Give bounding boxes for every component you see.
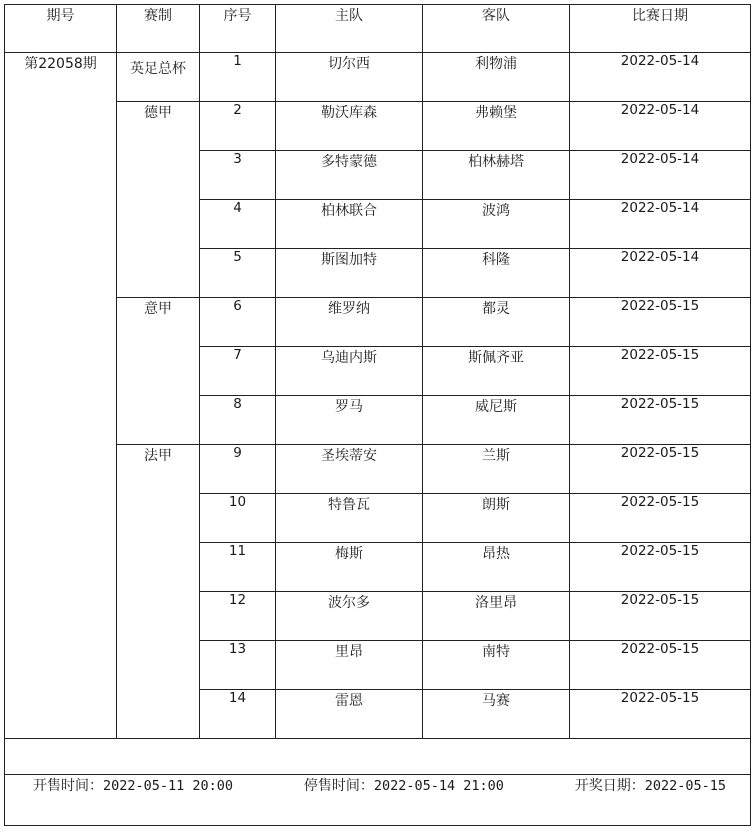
match-date-cell: 2022-05-15 [570,396,751,445]
sale-end-value: 2022-05-14 21:00 [373,778,504,794]
match-date-cell: 2022-05-15 [570,592,751,641]
seq-cell: 1 [200,53,276,102]
table-row [5,102,751,151]
match-date-cell: 2022-05-15 [570,347,751,396]
blank-cell [5,739,751,775]
league-cell: 意甲 [117,298,200,445]
seq-cell: 6 [200,298,276,347]
sale-start-value: 2022-05-11 20:00 [103,778,234,794]
home-team-cell: 罗马 [276,396,423,445]
home-team-cell: 乌迪内斯 [276,347,423,396]
away-team-cell: 马赛 [423,690,570,739]
match-date-cell: 2022-05-14 [570,151,751,200]
away-team-cell: 昂热 [423,543,570,592]
period-cell: 第22058期 [5,53,117,739]
match-date-cell: 2022-05-15 [570,445,751,494]
header-league: 赛制 [117,5,200,53]
seq-cell: 12 [200,592,276,641]
away-team-cell: 兰斯 [423,445,570,494]
table-row [5,298,751,347]
match-date-cell: 2022-05-15 [570,543,751,592]
sale-start-label: 开售时间： [33,778,103,794]
seq-cell: 3 [200,151,276,200]
seq-cell: 7 [200,347,276,396]
header-seq: 序号 [200,5,276,53]
away-team-cell: 南特 [423,641,570,690]
seq-cell: 10 [200,494,276,543]
sale-end-label: 停售时间： [303,778,374,794]
seq-cell: 2 [200,102,276,151]
footer-row [5,775,751,826]
seq-cell: 4 [200,200,276,249]
match-date-cell: 2022-05-15 [570,690,751,739]
match-date-cell: 2022-05-14 [570,200,751,249]
home-team-cell: 雷恩 [276,690,423,739]
match-date-cell: 2022-05-15 [570,298,751,347]
draw-date-label: 开奖日期： [574,778,645,794]
match-date-cell: 2022-05-14 [570,102,751,151]
home-team-cell: 波尔多 [276,592,423,641]
away-team-cell: 洛里昂 [423,592,570,641]
away-team-cell: 弗赖堡 [423,102,570,151]
league-cell: 英足总杯 [117,53,200,102]
footer-cell [5,775,751,826]
blank-row [5,739,751,775]
away-team-cell: 威尼斯 [423,396,570,445]
header-home: 主队 [276,5,423,53]
away-team-cell: 波鸿 [423,200,570,249]
match-date-cell: 2022-05-15 [570,641,751,690]
header-row [5,5,751,53]
home-team-cell: 维罗纳 [276,298,423,347]
match-date-cell: 2022-05-14 [570,53,751,102]
league-cell: 德甲 [117,102,200,298]
seq-cell: 13 [200,641,276,690]
schedule-sheet [4,4,751,826]
home-team-cell: 特鲁瓦 [276,494,423,543]
home-team-cell: 多特蒙德 [276,151,423,200]
away-team-cell: 科隆 [423,249,570,298]
home-team-cell: 勒沃库森 [276,102,423,151]
seq-cell: 5 [200,249,276,298]
match-date-cell: 2022-05-14 [570,249,751,298]
seq-cell: 8 [200,396,276,445]
home-team-cell: 里昂 [276,641,423,690]
home-team-cell: 切尔西 [276,53,423,102]
seq-cell: 14 [200,690,276,739]
match-schedule-table [4,4,751,826]
home-team-cell: 柏林联合 [276,200,423,249]
table-row [5,53,751,102]
away-team-cell: 利物浦 [423,53,570,102]
header-period: 期号 [5,5,117,53]
away-team-cell: 都灵 [423,298,570,347]
away-team-cell: 朗斯 [423,494,570,543]
header-date: 比赛日期 [570,5,751,53]
sale-start-time [33,775,233,795]
draw-date [575,775,726,795]
sale-end-time [304,775,504,795]
draw-date-value: 2022-05-15 [644,778,726,794]
footer-info [5,775,750,795]
seq-cell: 9 [200,445,276,494]
home-team-cell: 斯图加特 [276,249,423,298]
away-team-cell: 柏林赫塔 [423,151,570,200]
away-team-cell: 斯佩齐亚 [423,347,570,396]
header-away: 客队 [423,5,570,53]
match-date-cell: 2022-05-15 [570,494,751,543]
home-team-cell: 梅斯 [276,543,423,592]
table-row [5,445,751,494]
league-cell: 法甲 [117,445,200,739]
seq-cell: 11 [200,543,276,592]
home-team-cell: 圣埃蒂安 [276,445,423,494]
